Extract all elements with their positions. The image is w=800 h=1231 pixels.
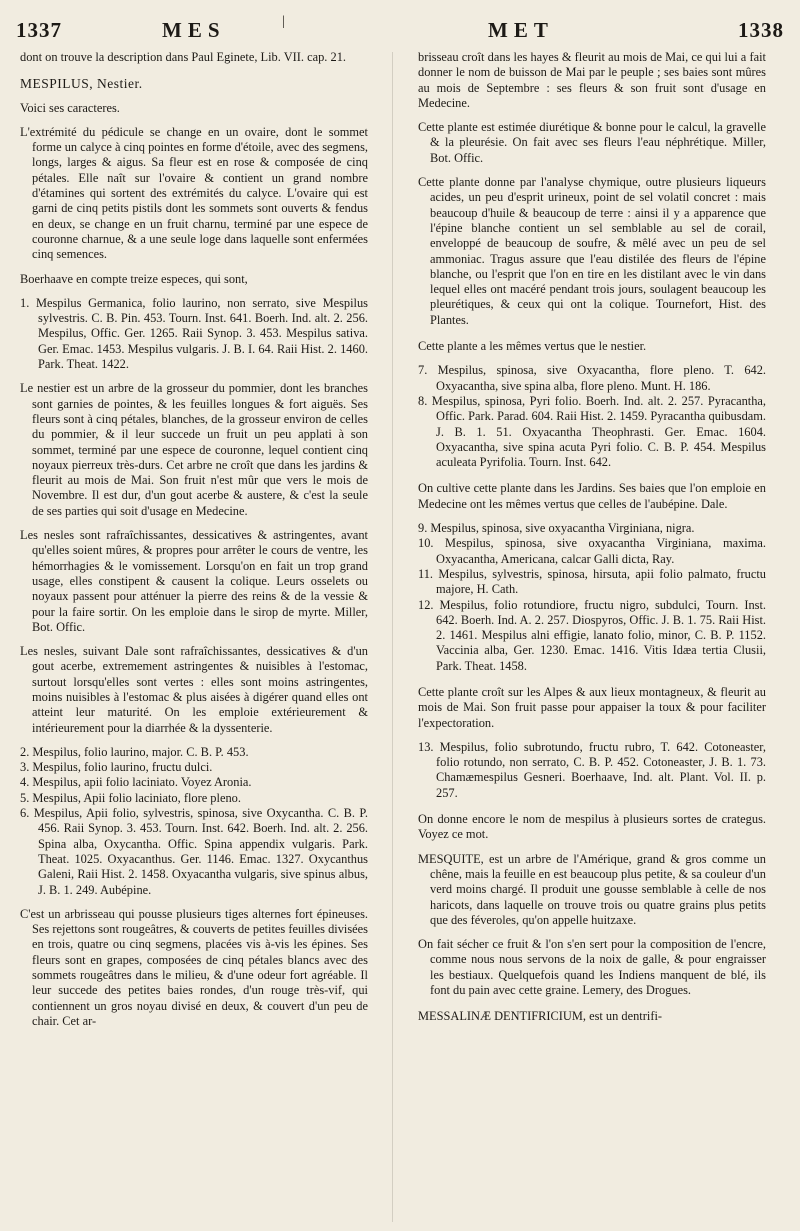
species-entry: 1. Mespilus Germanica, folio laurino, non serrato, sive Mespilus sylvestris. C. B. Pin. 453. Tourn. Inst. 641. Boerh. Ind. alt. 2. 256. Mespilus, Offic. Ger. 1265. Raii Synop. 3. 453. Mespilus sativa. Ger. Emac. 1453. Mespilus vulgaris. J. B. I. 64. Raii Hist. 2. 1460. Park. Theat. 1422.	[20, 295, 368, 372]
text-paragraph: Les nesles, suivant Dale sont rafraîchissantes, dessicatives & d'un gout acerbe, extremement astringentes & nuisibles à l'estomac, surtout lorsqu'elles sont vertes : elles sont moins astringentes, moins nuisibles à l'estomac & plus aisées à digérer quand elles ont atteint leur maturité. On les emploie extérieurement & intérieurement pour la diarrhée & la dyssenterie.	[20, 644, 368, 735]
species-list	[418, 521, 766, 674]
text-paragraph: Les nesles sont rafraîchissantes, dessicatives & astringentes, avant qu'elles soient mûres, & propres pour arrêter le cours de ventre, les hémorrhagies & le vomissement. Lorsqu'on en fait un trop grand usage, elles constipent & causent la colique. Leurs osselets ou noyaux passent pour atténuer la pierre des reins & de la vessie & pour la faire sortir. On les emploie dans le sirop de myrte. Miller, Bot. Offic.	[20, 528, 368, 634]
text-paragraph: Voici ses caracteres.	[20, 100, 120, 115]
text-paragraph: dont on trouve la description dans Paul Eginete, Lib. VII. cap. 21.	[20, 50, 346, 64]
text-paragraph: Boerhaave en compte treize especes, qui sont,	[20, 271, 248, 286]
left-column	[20, 50, 368, 1038]
page-number-left: 1337	[16, 18, 62, 42]
species-entry: 9. Mespilus, spinosa, sive oxyacantha Virginiana, nigra.	[418, 521, 695, 536]
text-paragraph: Cette plante croît sur les Alpes & aux lieux montagneux, & fleurit au mois de Mai. Son fruit passe pour appaiser la toux & pour faciliter l'expectoration.	[418, 684, 766, 730]
text-paragraph: Cette plante donne par l'analyse chymique, outre plusieurs liqueurs acides, un peu d'esprit urineux, point de sel volatil concret : mais beaucoup d'huile & beaucoup de terre : ainsi il y a apparence que l'épine blanche contient un sel semblable au sel de corail, enveloppé de beaucoup de soufre, & mêlé avec un peu de sel ammoniac. Tragus assure que l'eau distilée des fleurs de l'épine blanche, ou l'esprit que l'on en tire en les distilant avec le vin dans lequel elles ont macéré pendant trois jours, soulagent beaucoup les pleurétiques, & ceux qui ont la colique. Tournefort, Hist. des Plantes.	[418, 175, 766, 327]
species-entry: 3. Mespilus, folio laurino, fructu dulci.	[20, 760, 213, 775]
text-paragraph: On donne encore le nom de mespilus à plusieurs sortes de crategus. Voyez ce mot.	[418, 812, 766, 842]
right-column	[418, 50, 766, 1034]
species-entry: 4. Mespilus, apii folio laciniato. Voyez Aronia.	[20, 775, 252, 790]
species-entry: 5. Mespilus, Apii folio laciniato, flore pleno.	[20, 790, 241, 805]
species-entry: 12. Mespilus, folio rotundiore, fructu nigro, subdulci, Tourn. Inst. 642. Boerh. Ind. A. 2. 257. Diospyros, Offic. J. B. 1. 75. Raii Hist. 2. 1461. Mespilus alni effigie, lanato folio, minor, C. B. P. 1152. Vaccinia alba, Ger. 1230. Emac. 1416. Vitis Idæa tertia Clusii, Park. Theat. 1458.	[418, 597, 766, 673]
text-paragraph: Cette plante a les mêmes vertus que le nestier.	[418, 339, 647, 354]
text-paragraph: MESQUITE, est un arbre de l'Amérique, grand & gros comme un chêne, mais la feuille en est beaucoup plus petite, & sa couleur d'un verd moins chargé. Il produit une gousse semblable à celle de nos haricots, dans laquelle on trouve trois ou quatre grains plus petits que des féveroles, qu'on appelle huitzaxe.	[418, 851, 766, 927]
text-paragraph: On fait sécher ce fruit & l'on s'en sert pour la composition de l'encre, comme nous nous servons de la noix de galle, & pour engraisser les bestiaux. Quelquefois quand les Indiens manquent de blé, ils font du pain avec cette graine. Lemery, des Drogues.	[418, 937, 766, 998]
header-tick-mark: |	[282, 14, 285, 29]
species-entry: 10. Mespilus, spinosa, sive oxyacantha Virginiana, maxima. Oxyacantha, Americana, calcar Galli dicta, Ray.	[418, 536, 766, 566]
entry-headword: MESPILUS, Nestier.	[20, 76, 143, 92]
species-list	[20, 745, 368, 898]
running-head-left: MES	[162, 18, 226, 42]
text-paragraph: Le nestier est un arbre de la grosseur du pommier, dont les branches sont garnies de pointes, & les feuilles longues & fort aiguës. Ses fleurs sont à cinq pétales, blanches, de la grosseur environ de celles du pommier, & il leur succede un fruit un peu applati à son sommet, terminé par une espece de couronne, lequel contient cinq noyaux pierreux très-durs. Cet arbre ne croît que dans les jardins & fleurit au mois de Mai. Son fruit n'est mûr que vers le mois de Novembre. Il est dur, d'un gout acerbe & austere, & c'est la seule de ses parties qui soit d'usage en Medecine.	[20, 381, 368, 518]
text-paragraph: brisseau croît dans les hayes & fleurit au mois de Mai, ce qui lui a fait donner le nom de buisson de Mai par le peuple ; ses baies sont mûres au mois de Septembre : ses fleurs & son fruit sont d'usage en Medecine.	[418, 50, 766, 110]
species-entry: 8. Mespilus, spinosa, Pyri folio. Boerh. Ind. alt. 2. 257. Pyracantha, Offic. Park. Parad. 604. Raii Hist. 2. 1459. Pyracantha quibusdam. J. B. 1. 51. Oxyacantha Theophrasti. Ger. Emac. 1604. Oxyacantha, sive spina acuta Pyri folio. C. B. P. 454. Mespilus aculeata Pyrifolia. Tourn. Inst. 642.	[418, 393, 766, 470]
species-list	[418, 740, 766, 801]
column-divider	[392, 52, 393, 1222]
species-list	[20, 296, 368, 372]
species-entry: 11. Mespilus, sylvestris, spinosa, hirsuta, apii folio palmato, fructu majore, H. Cath.	[418, 566, 766, 597]
text-paragraph: Cette plante est estimée diurétique & bonne pour le calcul, la gravelle & la pleurésie. On fait avec ses fleurs l'eau néphrétique. Miller, Bot. Offic.	[418, 120, 766, 165]
species-entry: 13. Mespilus, folio subrotundo, fructu rubro, T. 642. Cotoneaster, folio rotundo, non serrato, C. B. P. 452. Cotoneaster, J. B. 1. 73. Chamæmespilus Gesneri. Boerhaave, Ind. alt. Plant. Vol. II. p. 257.	[418, 739, 766, 800]
text-paragraph: On cultive cette plante dans les Jardins. Ses baies que l'on emploie en Medecine ont les mêmes vertus que celles de l'aubépine. Dale.	[418, 481, 766, 511]
species-list	[418, 363, 766, 470]
species-entry: 2. Mespilus, folio laurino, major. C. B. P. 453.	[20, 744, 249, 759]
species-entry: 6. Mespilus, Apii folio, sylvestris, spinosa, sive Oxycantha. C. B. P. 456. Raii Synop. 3. 453. Tourn. Inst. 642. Boerh. Ind. alt. 2. 256. Spina alba, Oxycantha. Offic. Spina appendix vulgaris. Park. Theat. 1025. Oxyacanthus. Ger. 1146. Emac. 1327. Oxycanthus Galeni, Raii Hist. 2. 1458. Oxyacantha vulgaris, sive spinus albus, J. B. 1. 249. Aubépine.	[20, 806, 368, 897]
page-header	[0, 14, 800, 50]
running-head-right: MET	[488, 18, 554, 42]
text-paragraph: MESSALINÆ DENTIFRICIUM, est un dentrifi-	[418, 1009, 663, 1024]
text-paragraph: C'est un arbrisseau qui pousse plusieurs tiges alternes fort épineuses. Ses rejettons sont rougeâtres, & couverts de petites feuilles divisées en trois, quatre ou cinq segmens, placées vis à-vis les épines. Ses fleurs sont en grapes, composées de cinq pétales blancs avec des sommets rougeâtres dans le milieu, & d'une odeur fort agréable. Il leur succede des petites baies rondes, d'un rouge très-vif, qui contiennent un gros noyau divisé en deux, & couvert d'un peu de chair. Cet ar-	[20, 906, 368, 1028]
species-entry: 7. Mespilus, spinosa, sive Oxyacantha, flore pleno. T. 642. Oxyacantha, sive spina alba, flore pleno. Munt. H. 186.	[418, 363, 766, 393]
page-number-right: 1338	[738, 18, 784, 42]
text-paragraph: L'extrémité du pédicule se change en un ovaire, dont le sommet forme un calyce à cinq pointes en forme d'étoile, avec des segmens, longs, larges & aigus. Sa fleur est en rose & composée de cinq pétales. Elle naît sur l'ovaire & contient un grand nombre d'étamines qui sortent des extrémités du calyce. L'ovaire qui est garni de cinq petits pistils dont les sommets sont ouverts & fendus en deux, se change en un fruit charnu, terminé par une espece de couronne charnue, & a une seule loge dans laquelle sont enfermées cinq semences.	[20, 124, 368, 262]
